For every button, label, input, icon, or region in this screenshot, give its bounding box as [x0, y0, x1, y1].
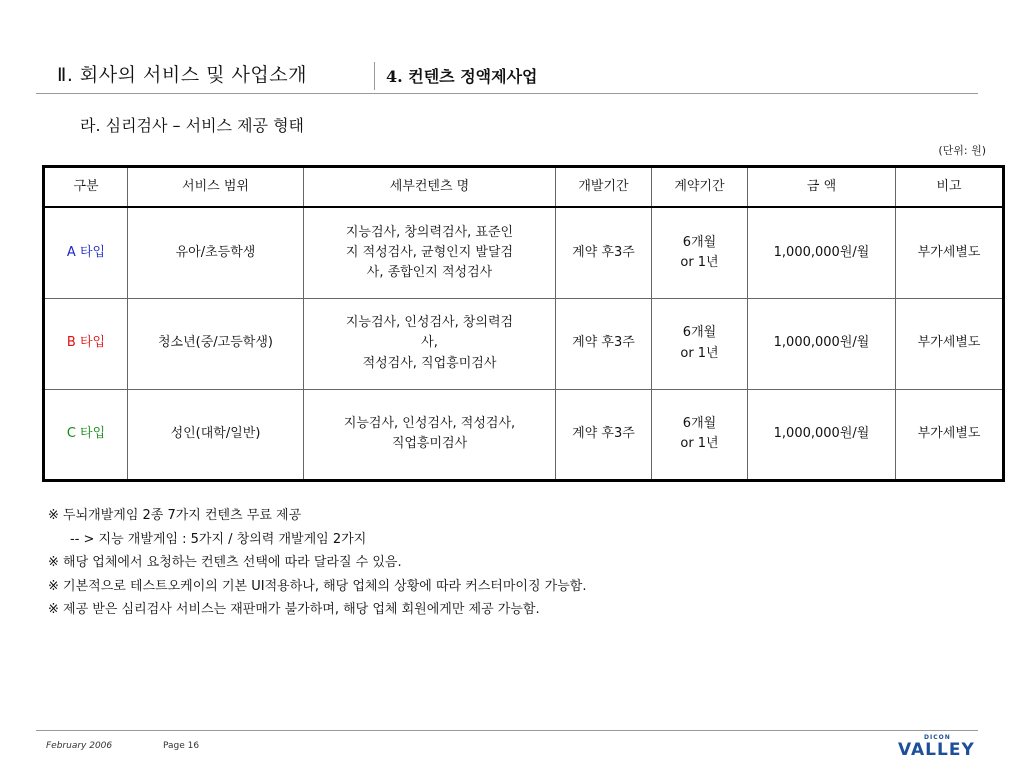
contents-line: 지능검사, 인성검사, 창의력검 [345, 315, 514, 331]
note-item: ※ 두뇌개발게임 2종 7가지 컨텐츠 무료 제공 [48, 508, 302, 523]
table-row [44, 389, 1004, 480]
contract-line: or 1년 [680, 254, 719, 270]
dicon-valley-logo [898, 734, 982, 762]
table-row [44, 298, 1004, 389]
type-cell: C 타입 [44, 389, 128, 480]
contents-line: 직업흥미검사 [391, 436, 468, 451]
unit-note: (단위: 원) [938, 144, 986, 157]
price-cell: 1,000,000원/월 [748, 389, 896, 480]
contents-line: 지능검사, 창의력검사, 표준인 [345, 224, 514, 240]
scope-cell: 청소년(중/고등학생) [128, 298, 304, 389]
dev-period-cell: 계약 후3주 [556, 207, 652, 298]
logo-main-text: VALLEY [898, 740, 975, 760]
note-cell: 부가세별도 [896, 389, 1004, 480]
table-row [44, 207, 1004, 298]
contents-line: 사, 종합인지 적성검사 [366, 264, 493, 280]
contents-line: 지 적성검사, 균형인지 발달검 [345, 244, 514, 260]
header-cell-scope: 서비스 범위 [128, 167, 304, 208]
notes-list [48, 504, 586, 622]
header-cell-contents: 세부컨텐츠 명 [304, 167, 556, 208]
contract-period-cell [652, 207, 748, 298]
contract-line: 6개월 [682, 415, 717, 431]
contents-line: 적성검사, 직업흥미검사 [362, 355, 497, 371]
contract-line: 6개월 [682, 234, 717, 250]
contract-line: or 1년 [680, 436, 719, 451]
contract-line: or 1년 [680, 345, 719, 361]
dev-period-cell: 계약 후3주 [556, 298, 652, 389]
contents-line: 사, [421, 335, 438, 351]
header-cell-contract-period: 계약기간 [652, 167, 748, 208]
price-cell: 1,000,000원/월 [748, 298, 896, 389]
scope-cell: 유아/초등학생 [128, 207, 304, 298]
type-cell: A 타입 [44, 207, 128, 298]
note-cell: 부가세별도 [896, 298, 1004, 389]
type-cell: B 타입 [44, 298, 128, 389]
footer-rule [36, 730, 978, 731]
note-item: ※ 기본적으로 테스트오케이의 기본 UI적용하나, 해당 업체의 상황에 따라 커스터마이징 가능함. [48, 578, 587, 594]
contract-period-cell [652, 298, 748, 389]
note-cell: 부가세별도 [896, 207, 1004, 298]
contents-line: 지능검사, 인성검사, 적성검사, [343, 415, 516, 431]
footer-page-number: Page 16 [163, 741, 200, 751]
table-header-row [44, 167, 1004, 208]
contents-cell [304, 298, 556, 389]
logo-top-text: DICON [924, 734, 951, 741]
contract-period-cell [652, 389, 748, 480]
header-divider [374, 62, 375, 90]
header-cell-note: 비고 [896, 167, 1004, 208]
header-cell-dev-period: 개발기간 [556, 167, 652, 208]
service-table [42, 165, 1005, 482]
dev-period-cell: 계약 후3주 [556, 389, 652, 480]
contents-cell [304, 389, 556, 480]
header-rule [36, 93, 978, 94]
contents-cell [304, 207, 556, 298]
footer-date: February 2006 [46, 741, 113, 751]
contract-line: 6개월 [682, 325, 717, 341]
section-title: 라. 심리검사 – 서비스 제공 형태 [80, 116, 304, 135]
note-item: -- > 지능 개발게임 : 5가지 / 창의력 개발게임 2가지 [70, 531, 367, 547]
price-cell: 1,000,000원/월 [748, 207, 896, 298]
header-cell-price: 금 액 [748, 167, 896, 208]
page-title: Ⅱ. 회사의 서비스 및 사업소개 [57, 64, 307, 86]
note-item: ※ 제공 받은 심리검사 서비스는 재판매가 불가하며, 해당 업체 회원에게만 제공 가능함. [48, 602, 540, 617]
page-subtitle: 4. 컨텐츠 정액제사업 [386, 67, 538, 86]
scope-cell: 성인(대학/일반) [128, 389, 304, 480]
header-cell-type: 구분 [44, 167, 128, 208]
note-item: ※ 해당 업체에서 요청하는 컨텐츠 선택에 따라 달라질 수 있음. [48, 555, 402, 570]
